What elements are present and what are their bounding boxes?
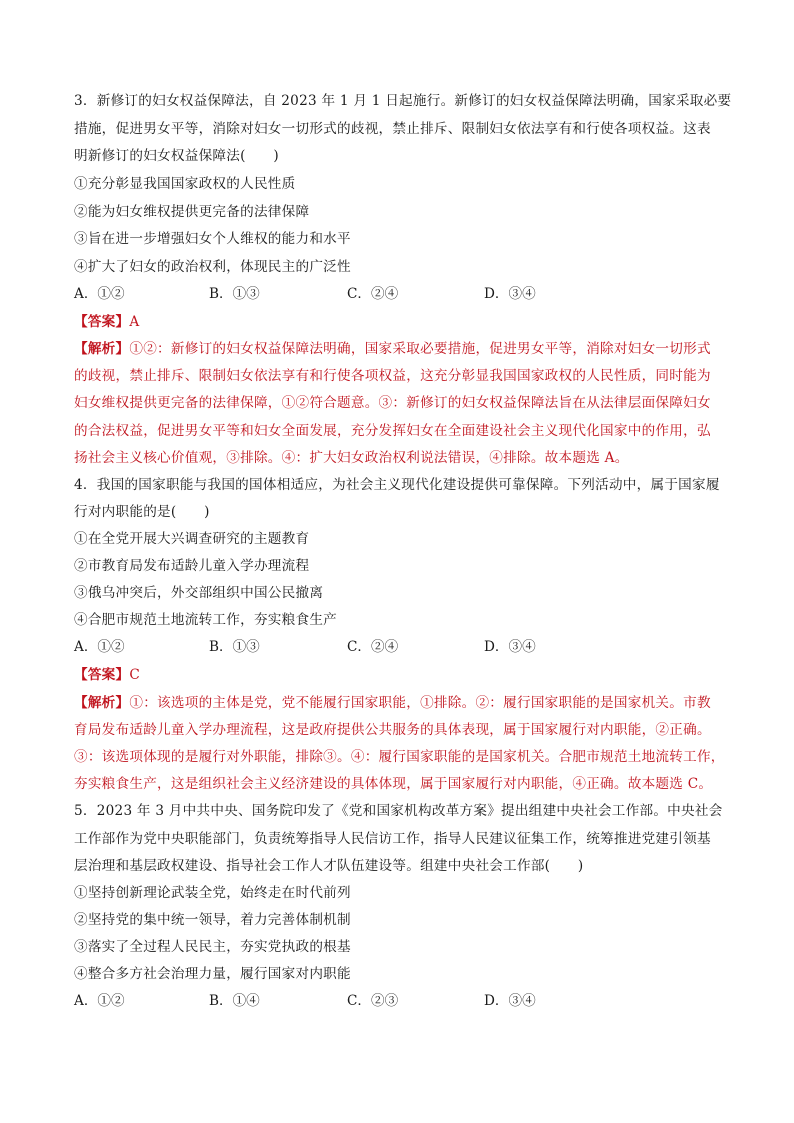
choice-item: ①在全党开展大兴调查研究的主题教育 bbox=[74, 531, 310, 547]
option-c: C．②④ bbox=[347, 286, 399, 302]
question-stem-line: 行对内职能的是( ) bbox=[74, 504, 210, 520]
option-a: A．①② bbox=[74, 639, 125, 655]
analysis-line: 的歧视，禁止排斥、限制妇女依法享有和行使各项权益，这充分彰显我国国家政权的人民性质，同时能为 bbox=[74, 368, 711, 384]
question-stem-line: 层治理和基层政权建设、指导社会工作人才队伍建设等。组建中央社会工作部( ) bbox=[74, 858, 584, 874]
analysis-line: 妇女维权提供更完备的法律保障，①②符合题意。③：新修订的妇女权益保障法旨在从法律层面保障妇女 bbox=[74, 395, 711, 411]
analysis-line: 扬社会主义核心价值观，③排除。④：扩大妇女政治权利说法错误，④排除。故本题选 A。 bbox=[74, 450, 629, 466]
choice-item: ②市教育局发布适龄儿童入学办理流程 bbox=[74, 558, 310, 574]
question-stem-line: 5．2023 年 3 月中共中央、国务院印发了《党和国家机构改革方案》提出组建中央社会工作部。中央社会 bbox=[74, 803, 723, 819]
analysis-label: 【解析】 bbox=[74, 695, 130, 711]
choice-item: ②能为妇女维权提供更完备的法律保障 bbox=[74, 204, 310, 220]
question-stem-line: 明新修订的妇女权益保障法( ) bbox=[74, 148, 279, 164]
choice-item: ③落实了全过程人民民主，夯实党执政的根基 bbox=[74, 939, 351, 955]
option-c: C．②④ bbox=[347, 639, 399, 655]
question-stem-line: 4．我国的国家职能与我国的国体相适应，为社会主义现代化建设提供可靠保障。下列活动中，属于国家履 bbox=[74, 477, 720, 493]
answer-line bbox=[74, 665, 140, 685]
option-b: B．①③ bbox=[209, 286, 260, 302]
choice-item: ①坚持创新理论武装全党，始终走在时代前列 bbox=[74, 885, 351, 901]
question-stem-line: 措施，促进男女平等，消除对妇女一切形式的歧视，禁止排斥、限制妇女依法享有和行使各项权益。这表 bbox=[74, 121, 711, 137]
option-c: C．②③ bbox=[347, 993, 399, 1009]
analysis-text: ①：该选项的主体是党，党不能履行国家职能，①排除。②：履行国家职能的是国家机关。市教 bbox=[129, 695, 711, 711]
analysis-line bbox=[74, 693, 711, 713]
option-a: A．①② bbox=[74, 286, 125, 302]
choice-item: ②坚持党的集中统一领导，着力完善体制机制 bbox=[74, 912, 351, 928]
answer-value: C bbox=[129, 667, 141, 683]
answer-value: A bbox=[129, 314, 140, 330]
option-b: B．①③ bbox=[209, 639, 260, 655]
option-b: B．①④ bbox=[209, 993, 260, 1009]
analysis-line: 的合法权益，促进男女平等和妇女全面发展，充分发挥妇女在全面建设社会主义现代化国家中的作用，弘 bbox=[74, 423, 711, 439]
choice-item: ③旨在进一步增强妇女个人维权的能力和水平 bbox=[74, 231, 351, 247]
question-stem-line: 工作部作为党中央职能部门，负责统筹指导人民信访工作，指导人民建议征集工作，统筹推进党建引领基 bbox=[74, 831, 711, 847]
choice-item: ④整合多方社会治理力量，履行国家对内职能 bbox=[74, 966, 351, 982]
analysis-line: ③：该选项体现的是履行对外职能，排除③。④：履行国家职能的是国家机关。合肥市规范土地流转工作， bbox=[74, 749, 725, 765]
option-a: A．①② bbox=[74, 993, 125, 1009]
option-d: D．③④ bbox=[484, 286, 536, 302]
answer-line bbox=[74, 312, 139, 332]
answer-label: 【答案】 bbox=[74, 314, 130, 330]
question-stem-line: 3．新修订的妇女权益保障法，自 2023 年 1 月 1 日起施行。新修订的妇女权益保障法明确，国家采取必要 bbox=[74, 93, 732, 109]
option-d: D．③④ bbox=[484, 993, 536, 1009]
choice-item: ④扩大了妇女的政治权利，体现民主的广泛性 bbox=[74, 259, 351, 275]
analysis-text: ①②：新修订的妇女权益保障法明确，国家采取必要措施，促进男女平等，消除对妇女一切形式 bbox=[129, 341, 711, 357]
choice-item: ①充分彰显我国国家政权的人民性质 bbox=[74, 176, 296, 192]
analysis-line: 育局发布适龄儿童入学办理流程，这是政府提供公共服务的具体表现，属于国家履行对内职能，②正确。 bbox=[74, 722, 711, 738]
option-d: D．③④ bbox=[484, 639, 536, 655]
analysis-label: 【解析】 bbox=[74, 341, 130, 357]
analysis-line bbox=[74, 339, 711, 359]
analysis-line: 夯实粮食生产，这是组织社会主义经济建设的具体体现，属于国家履行对内职能，④正确。故本题选 C。 bbox=[74, 776, 713, 792]
choice-item: ③俄乌冲突后，外交部组织中国公民撤离 bbox=[74, 585, 324, 601]
answer-label: 【答案】 bbox=[74, 667, 130, 683]
choice-item: ④合肥市规范土地流转工作，夯实粮食生产 bbox=[74, 612, 338, 628]
